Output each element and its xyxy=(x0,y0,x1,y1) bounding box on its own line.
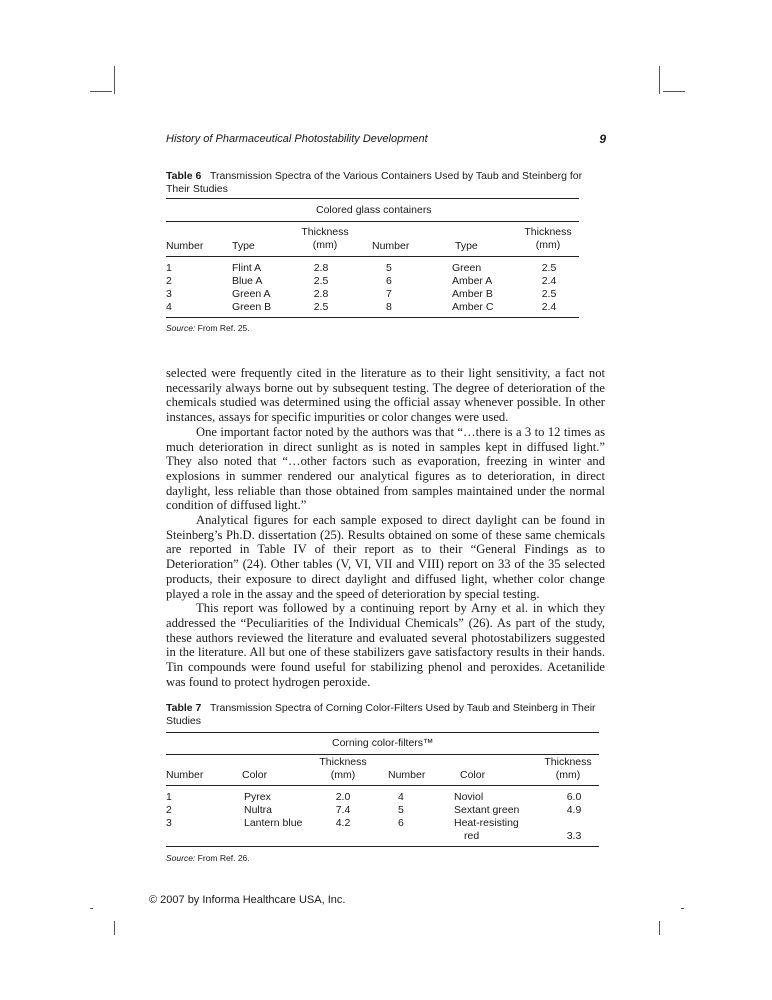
table-rule xyxy=(166,256,579,257)
table-rule xyxy=(166,732,599,733)
col-header: Color xyxy=(460,769,486,781)
cell: 2.0 xyxy=(335,791,351,803)
cell: 2 xyxy=(166,275,172,287)
cell: 2.8 xyxy=(313,288,329,300)
crop-mark xyxy=(663,91,685,92)
cell: 4 xyxy=(166,301,172,313)
cell: Noviol xyxy=(454,791,484,803)
cell: 3 xyxy=(166,288,172,300)
cell: Green xyxy=(452,262,482,274)
paragraph: This report was followed by a continuing report by Arny et al. in which they addressed the “Peculiarities of the Individual Chemicals” (26). As part of the study, these authors reviewed the literature and evaluated several photostabilizers suggested in the literature. All but one of these stabilizers gave satisfactory results in their hands. Tin compounds were found useful for stabilizing phenol and peroxides. Acetanilide was found to protect hydrogen peroxide. xyxy=(166,601,605,689)
table-rule xyxy=(166,221,579,222)
cell: 6 xyxy=(398,817,404,829)
col-header: Type xyxy=(455,240,478,252)
cell: 7.4 xyxy=(335,804,351,816)
col-header: Type xyxy=(232,240,255,252)
cell: Amber A xyxy=(452,275,493,287)
body-text xyxy=(166,366,605,689)
crop-mark xyxy=(659,921,660,935)
col-header: Number xyxy=(372,240,410,252)
copyright-footer: © 2007 by Informa Healthcare USA, Inc. xyxy=(149,894,346,906)
cell: 6 xyxy=(386,275,392,287)
table7-source xyxy=(166,853,250,863)
table6-label: Table 6 xyxy=(166,170,202,182)
cell: Pyrex xyxy=(244,791,271,803)
source-text: From Ref. 26. xyxy=(197,853,250,863)
cell: 4 xyxy=(398,791,404,803)
table-rule xyxy=(166,754,599,755)
cell: Flint A xyxy=(232,262,262,274)
crop-mark xyxy=(114,921,115,935)
source-text: From Ref. 25. xyxy=(197,323,250,333)
cell: 5 xyxy=(398,804,404,816)
cell: 4.2 xyxy=(335,817,351,829)
cell: 5 xyxy=(386,262,392,274)
col-header: Number xyxy=(166,769,204,781)
col-header: Thickness (mm) xyxy=(524,226,572,251)
table7-caption xyxy=(166,702,606,728)
table7 xyxy=(166,732,599,847)
cell: 2.5 xyxy=(313,301,329,313)
cell: 3 xyxy=(166,817,172,829)
table-rule xyxy=(166,317,579,318)
cell: 7 xyxy=(386,288,392,300)
cell: 2 xyxy=(166,804,172,816)
paragraph: selected were frequently cited in the literature as to their light sensitivity, a fact not necessarily always borne out by subsequent testing. The degree of deterioration of the chemicals studied was determined using the official assay whenever possible. In other instances, assays for specific impurities or color changes were used. xyxy=(166,366,605,425)
running-header xyxy=(166,133,606,145)
source-label: Source: xyxy=(166,853,196,863)
cell: 2.5 xyxy=(541,262,557,274)
crop-mark xyxy=(681,908,684,909)
cell: 2.8 xyxy=(313,262,329,274)
cell: Green B xyxy=(232,301,272,313)
cell: Heat-resisting xyxy=(454,817,519,829)
col-header: Number xyxy=(166,240,204,252)
cell: 3.3 xyxy=(566,830,582,842)
table-rule xyxy=(166,846,599,847)
table7-caption-line2: Studies xyxy=(166,715,202,727)
cell: 4.9 xyxy=(566,804,582,816)
cell: Amber B xyxy=(452,288,493,300)
table6 xyxy=(166,198,579,318)
cell: Green A xyxy=(232,288,271,300)
cell: 1 xyxy=(166,262,172,274)
col-header: Thickness (mm) xyxy=(301,226,349,251)
crop-mark xyxy=(659,66,660,94)
col-header: Thickness (mm) xyxy=(544,756,592,781)
table7-group-header: Corning color-filters™ xyxy=(332,737,434,749)
col-header: Thickness (mm) xyxy=(319,756,367,781)
running-title: History of Pharmaceutical Photostability Development xyxy=(166,133,428,145)
table6-caption-line2: Their Studies xyxy=(166,183,228,195)
table7-label: Table 7 xyxy=(166,702,202,714)
table6-caption xyxy=(166,170,586,196)
cell: Sextant green xyxy=(454,804,520,816)
cell: Amber C xyxy=(452,301,494,313)
table-rule xyxy=(166,198,579,199)
source-label: Source: xyxy=(166,323,196,333)
paragraph: One important factor noted by the authors was that “…there is a 3 to 12 times as much deterioration in direct sunlight as is noted in samples kept in diffused light.” They also noted that “…other factors such as evaporation, freezing in winter and explosions in summer rendered our analytical figures as to deterioration, in direct daylight, less reliable than those obtained from samples maintained under the normal condition of diffused light.” xyxy=(166,424,605,513)
col-header: Number xyxy=(388,769,426,781)
cell: Nultra xyxy=(244,804,273,816)
cell: 2.4 xyxy=(541,275,557,287)
table7-caption-line1: Transmission Spectra of Corning Color-Filters Used by Taub and Steinberg in Their xyxy=(209,702,596,714)
cell: 2.4 xyxy=(541,301,557,313)
cell: red xyxy=(464,830,480,842)
cell: 1 xyxy=(166,791,172,803)
table6-group-header: Colored glass containers xyxy=(316,204,432,216)
page-number: 9 xyxy=(599,132,606,146)
col-header: Color xyxy=(242,769,268,781)
cell: 2.5 xyxy=(313,275,329,287)
paragraph: Analytical figures for each sample exposed to direct daylight can be found in Steinberg’s Ph.D. dissertation (25). Results obtained on some of these same chemicals are reported in Table IV of their report as to their “General Findings as to Deterioration” (24). Other tables (V, VI, VII and VIII) report on 33 of the 35 selected products, their exposure to direct daylight and diffused light, whether color change played a role in the assay and the speed of deterioration by special testing. xyxy=(166,513,605,601)
crop-mark xyxy=(114,66,115,94)
crop-mark xyxy=(90,91,112,92)
cell: 8 xyxy=(386,301,392,313)
cell: 2.5 xyxy=(541,288,557,300)
table6-caption-line1: Transmission Spectra of the Various Containers Used by Taub and Steinberg for xyxy=(209,170,583,182)
table6-source xyxy=(166,323,250,333)
crop-mark xyxy=(90,908,93,909)
cell: Lantern blue xyxy=(244,817,303,829)
table-rule xyxy=(166,785,599,786)
cell: Blue A xyxy=(232,275,263,287)
cell: 6.0 xyxy=(566,791,582,803)
